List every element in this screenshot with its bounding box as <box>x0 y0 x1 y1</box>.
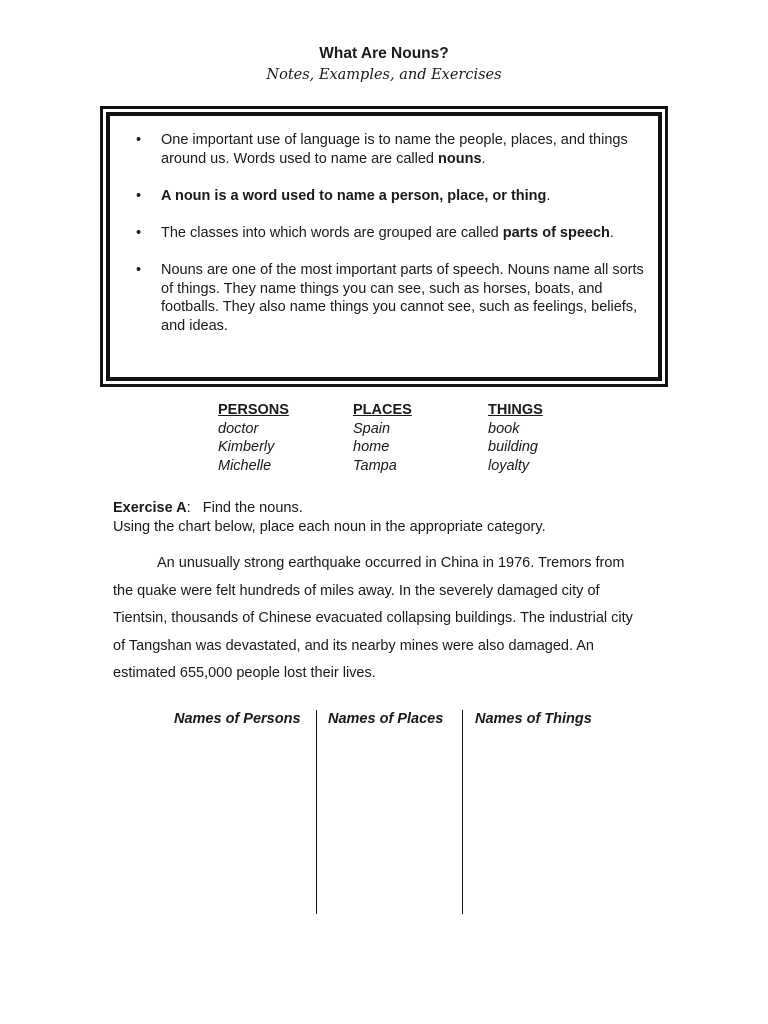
example-item: book <box>488 420 520 437</box>
example-item: Kimberly <box>218 439 275 455</box>
example-item: building <box>488 439 538 455</box>
note-item <box>129 224 659 243</box>
examples-column-persons <box>218 401 348 475</box>
note-item <box>129 187 659 206</box>
notes-box <box>100 106 668 387</box>
note-bold: nouns <box>438 150 482 167</box>
exercise-task: Find the nouns. <box>202 500 303 516</box>
note-text: Nouns are one of the most important parts of speech. Nouns name all sorts of things. They name things you can see, such as horses, boats, and footballs. They also name things you cannot see, such as feelings, beliefs, and ideas. <box>161 262 644 334</box>
note-item <box>129 131 659 168</box>
examples-column-things <box>488 401 618 475</box>
note-end: . <box>609 224 614 241</box>
chart-divider <box>316 710 317 914</box>
examples-column-places <box>353 401 483 475</box>
note-end: . <box>546 188 551 204</box>
examples-heading: THINGS <box>488 402 543 418</box>
bullet-icon: • <box>136 132 142 148</box>
bullet-icon: • <box>136 188 142 204</box>
chart-divider <box>462 710 463 914</box>
note-end: . <box>481 150 486 167</box>
exercise-colon: : <box>186 500 191 516</box>
example-item: loyalty <box>488 457 530 474</box>
exercise-instructions <box>113 499 673 537</box>
chart-header-persons: Names of Persons <box>174 711 301 727</box>
example-item: Spain <box>353 420 391 437</box>
note-bold: A noun is a word used to name a person, place, or thing <box>161 188 547 204</box>
chart-header-places: Names of Places <box>328 711 444 727</box>
page-subtitle: Notes, Examples, and Exercises <box>266 67 502 83</box>
exercise-instruction: Using the chart below, place each noun in the appropriate category. <box>113 519 546 535</box>
exercise-passage: An unusually strong earthquake occurred in China in 1976. Tremors from the quake were felt hundreds of miles away. In the severely damaged city of Tientsin, thousands of Chinese evacuated collapsing buildings. The industrial city of Tangshan was devastated, and its nearby mines were also damaged. An estimated 655,000 people lost their lives. <box>113 555 633 681</box>
example-item: doctor <box>218 420 259 437</box>
exercise-label: Exercise A <box>113 500 187 516</box>
note-bold: parts of speech <box>502 224 610 241</box>
example-item: Tampa <box>353 457 397 474</box>
note-item <box>129 261 659 335</box>
example-item: Michelle <box>218 457 272 474</box>
exercise-title-line <box>113 499 673 518</box>
chart-header-things: Names of Things <box>475 711 592 727</box>
bullet-icon: • <box>136 262 142 278</box>
note-text: One important use of language is to name the people, places, and things around us. Words used to name are called <box>161 132 628 167</box>
note-text: The classes into which words are grouped are called <box>161 224 503 241</box>
bullet-icon: • <box>136 224 142 241</box>
notes-list <box>129 131 659 354</box>
page-title: What Are Nouns? <box>319 45 449 62</box>
example-item: home <box>353 439 390 455</box>
examples-heading: PLACES <box>353 402 412 418</box>
examples-heading: PERSONS <box>218 402 289 418</box>
